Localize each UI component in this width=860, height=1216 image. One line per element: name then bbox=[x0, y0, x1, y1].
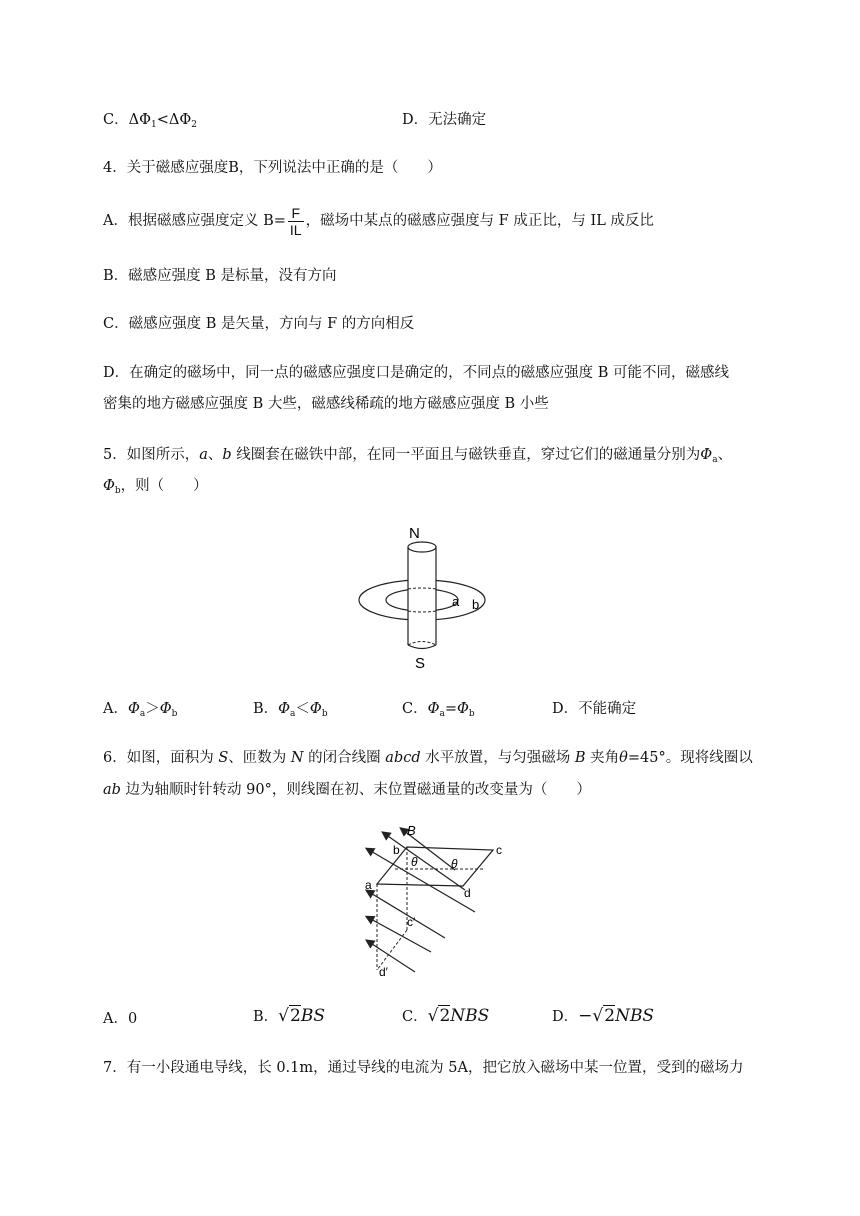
q4-fraction: $\frac{F}{IL}$ bbox=[289, 204, 302, 238]
q5-label-b: b bbox=[472, 597, 480, 612]
q7-stem-line1: 7．有一小段通电导线，长 0.1m，通过导线的电流为 5A，把它放入磁场中某一位置，受到的磁场力 bbox=[103, 1060, 744, 1076]
q5-label-s: S bbox=[415, 655, 426, 672]
q6-label-c-prime: c′ bbox=[407, 915, 416, 929]
q5-option-a: A．$\Phi_a>\Phi_b$ bbox=[103, 701, 178, 719]
q4-option-a: A．根据磁感应强度定义 B= $\frac{F}{IL}$ ，磁场中某点的磁感应强度与 F 成正比，与 IL 成反比 bbox=[103, 204, 654, 238]
q6-label-b: b bbox=[393, 843, 400, 857]
q4-option-c: C．磁感应强度 B 是矢量，方向与 F 的方向相反 bbox=[103, 316, 415, 332]
q3-option-c: C．$\Delta\Phi_1<\Delta\Phi_2$ bbox=[103, 112, 197, 130]
q6-label-d-prime: d′ bbox=[379, 965, 388, 979]
q6-label-B: B bbox=[407, 823, 416, 838]
q6-coil-figure bbox=[355, 822, 510, 980]
q5-option-b: B．$\Phi_a<\Phi_b$ bbox=[253, 701, 328, 719]
q6-label-theta-2: θ bbox=[451, 857, 458, 871]
q6-option-d: D．−√2NBS bbox=[552, 1006, 655, 1026]
q5-magnet-figure bbox=[355, 525, 505, 675]
q6-option-b: B．√2BS bbox=[253, 1006, 325, 1026]
q5-label-n: N bbox=[409, 525, 420, 542]
q6-option-c: C．√2NBS bbox=[402, 1006, 490, 1026]
q5-stem-line2: $\Phi_b$，则（ ） bbox=[103, 478, 208, 496]
q5-label-a: a bbox=[452, 594, 460, 609]
q4-stem: 4．关于磁感应强度B，下列说法中正确的是（ ） bbox=[103, 160, 442, 176]
q6-label-c: c bbox=[496, 843, 502, 857]
q5-option-c: C．$\Phi_a=\Phi_b$ bbox=[402, 701, 475, 719]
q4-option-d-line1: D．在确定的磁场中，同一点的磁感应强度口是确定的，不同点的磁感应强度 B 可能不同，磁感线 bbox=[103, 365, 729, 381]
q5-option-d: D．不能确定 bbox=[552, 701, 637, 717]
q4-option-d-line2: 密集的地方磁感应强度 B 大些，磁感线稀疏的地方磁感应强度 B 小些 bbox=[103, 396, 549, 412]
q6-option-a: A．0 bbox=[103, 1011, 138, 1027]
q5-stem-line1: 5．如图所示，a、b 线圈套在磁铁中部，在同一平面且与磁铁垂直，穿过它们的磁通量分别为$\Phi_a$、 bbox=[103, 447, 733, 465]
q3-option-d: D．无法确定 bbox=[402, 112, 487, 128]
q6-stem-line1: 6．如图，面积为 S、匝数为 N 的闭合线圈 abcd 水平放置，与匀强磁场 B 夹角θ=45°。现将线圈以 bbox=[103, 750, 753, 766]
q6-label-theta-1: θ bbox=[411, 855, 418, 869]
q4-option-b: B．磁感应强度 B 是标量，没有方向 bbox=[103, 268, 337, 284]
q6-label-a: a bbox=[365, 878, 372, 892]
q6-label-d: d bbox=[464, 886, 471, 900]
q6-stem-line2: ab 边为轴顺时针转动 90°，则线圈在初、末位置磁通量的改变量为（ ） bbox=[103, 782, 591, 798]
